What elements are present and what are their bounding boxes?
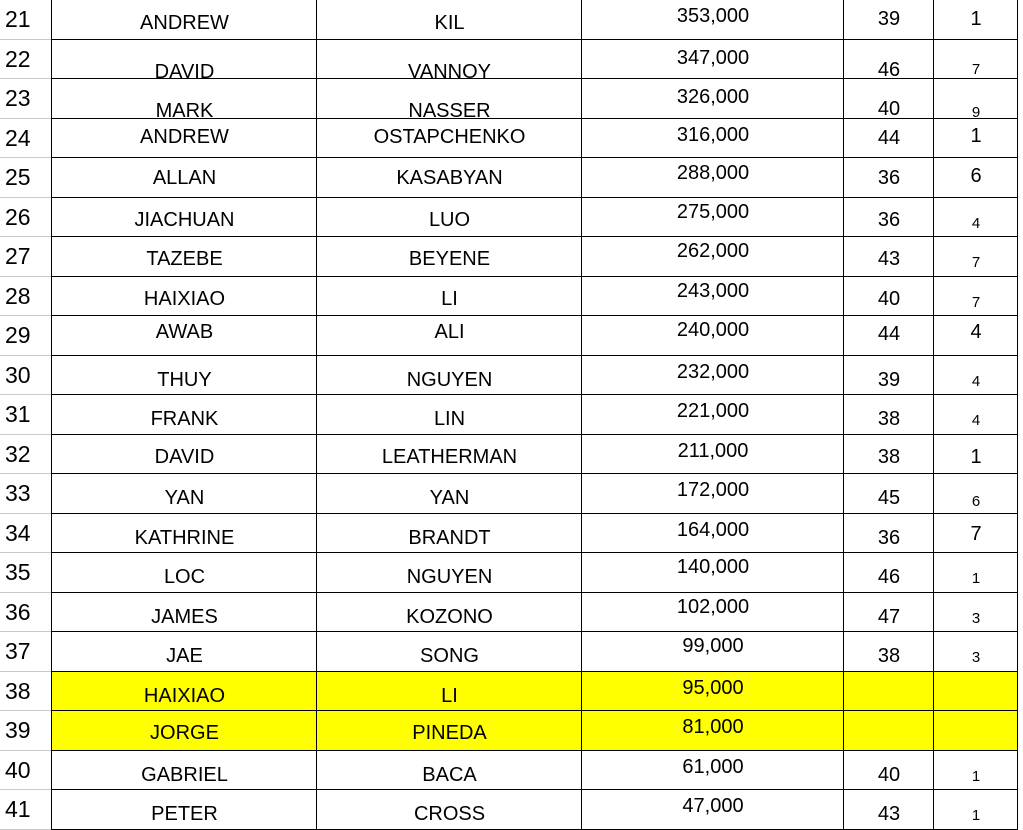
amount-text: 81,000 xyxy=(682,716,744,738)
row-number-cell[interactable] xyxy=(0,553,52,593)
last-name-cell[interactable] xyxy=(317,553,582,593)
age-cell[interactable] xyxy=(844,158,934,198)
group-text: 1 xyxy=(970,445,982,468)
table-row xyxy=(0,790,1023,830)
first-name-cell[interactable] xyxy=(52,395,317,435)
last-name-text: BEYENE xyxy=(408,248,491,270)
row-number-cell[interactable] xyxy=(0,277,52,317)
amount-cell[interactable] xyxy=(582,395,844,435)
amount-cell[interactable] xyxy=(582,79,844,119)
group-cell[interactable] xyxy=(934,514,1018,554)
last-name-cell[interactable] xyxy=(317,79,582,122)
age-cell[interactable] xyxy=(844,672,934,712)
age-cell[interactable] xyxy=(844,198,934,238)
amount-cell[interactable] xyxy=(582,435,844,475)
first-name-text: FRANK xyxy=(150,408,219,430)
group-cell[interactable] xyxy=(934,79,1018,119)
last-name-cell[interactable] xyxy=(317,435,582,475)
row-number-text: 30 xyxy=(5,361,31,388)
group-cell[interactable] xyxy=(934,277,1018,317)
table-row xyxy=(0,316,1023,356)
row-number-cell[interactable] xyxy=(0,632,52,672)
age-text: 44 xyxy=(877,126,901,149)
first-name-text: HAIXIAO xyxy=(143,684,226,707)
first-name-text: MARK xyxy=(155,100,214,122)
last-name-cell[interactable] xyxy=(317,593,582,633)
amount-text: 232,000 xyxy=(676,360,750,383)
age-cell[interactable] xyxy=(844,356,934,396)
first-name-text: AWAB xyxy=(155,321,214,343)
amount-text: 326,000 xyxy=(676,86,750,108)
row-number-cell[interactable] xyxy=(0,395,52,435)
row-number-text: 41 xyxy=(5,796,31,822)
last-name-text: OSTAPCHENKO xyxy=(373,125,526,148)
row-number-cell[interactable] xyxy=(0,316,52,356)
amount-text: 353,000 xyxy=(676,5,750,27)
last-name-text: LI xyxy=(441,287,458,310)
age-text: 40 xyxy=(877,98,901,120)
group-text: 3 xyxy=(971,649,981,666)
table-row xyxy=(0,751,1023,791)
amount-text: 316,000 xyxy=(676,123,750,146)
table-row xyxy=(0,672,1023,712)
group-cell[interactable] xyxy=(934,395,1018,435)
row-number-text: 29 xyxy=(5,322,31,348)
row-number-cell[interactable] xyxy=(0,474,52,514)
row-number-cell[interactable] xyxy=(0,790,52,830)
group-cell[interactable] xyxy=(934,119,1018,159)
first-name-cell[interactable] xyxy=(52,316,317,356)
amount-text: 102,000 xyxy=(676,595,750,618)
age-cell[interactable] xyxy=(844,593,934,633)
age-cell[interactable] xyxy=(844,237,934,277)
row-number-text: 24 xyxy=(5,124,31,151)
group-cell[interactable] xyxy=(934,672,1018,712)
column-gridline xyxy=(1017,0,1018,830)
last-name-text: BACA xyxy=(422,763,477,786)
amount-text: 221,000 xyxy=(676,400,750,422)
group-cell[interactable] xyxy=(934,711,1018,751)
first-name-cell[interactable] xyxy=(52,158,317,198)
column-gridline xyxy=(843,0,844,830)
last-name-text: CROSS xyxy=(413,803,486,825)
group-text: 7 xyxy=(971,60,981,78)
group-text: 9 xyxy=(971,104,981,121)
first-name-text: KATHRINE xyxy=(134,526,235,549)
row-number-text: 34 xyxy=(5,519,31,546)
first-name-text: DAVID xyxy=(154,445,215,468)
amount-text: 347,000 xyxy=(676,46,750,69)
row-number-cell[interactable] xyxy=(0,514,52,554)
last-name-text: NGUYEN xyxy=(406,566,493,588)
age-text: 46 xyxy=(877,58,901,81)
group-cell[interactable] xyxy=(934,751,1018,791)
first-name-cell[interactable] xyxy=(52,553,317,593)
amount-cell[interactable] xyxy=(582,158,844,198)
last-name-cell[interactable] xyxy=(317,198,582,238)
first-name-cell[interactable] xyxy=(52,356,317,396)
amount-text: 61,000 xyxy=(682,755,744,778)
age-cell[interactable] xyxy=(844,277,934,317)
column-gridline xyxy=(933,0,934,830)
age-text: 46 xyxy=(877,566,901,588)
first-name-text: HAIXIAO xyxy=(143,287,226,310)
first-name-cell[interactable] xyxy=(52,474,317,514)
row-number-text: 35 xyxy=(5,559,31,585)
age-cell[interactable] xyxy=(844,751,934,791)
group-text: 1 xyxy=(971,767,981,785)
last-name-cell[interactable] xyxy=(317,395,582,435)
row-number-text: 38 xyxy=(5,677,31,704)
row-number-text: 36 xyxy=(5,598,31,625)
age-text: 45 xyxy=(877,487,901,509)
row-number-text: 31 xyxy=(5,401,31,427)
row-number-text: 32 xyxy=(5,440,31,467)
group-cell[interactable] xyxy=(934,237,1018,277)
first-name-text: YAN xyxy=(164,487,205,509)
group-text: 4 xyxy=(971,412,981,429)
amount-text: 288,000 xyxy=(676,162,750,184)
amount-cell[interactable] xyxy=(582,593,844,633)
last-name-text: SONG xyxy=(420,645,479,667)
first-name-cell[interactable] xyxy=(52,514,317,554)
age-cell[interactable] xyxy=(844,474,934,514)
first-name-cell[interactable] xyxy=(52,198,317,238)
row-number-text: 23 xyxy=(5,85,31,111)
last-name-cell[interactable] xyxy=(317,0,582,40)
group-text: 7 xyxy=(971,254,981,271)
last-name-text: YAN xyxy=(429,487,470,509)
age-cell[interactable] xyxy=(844,395,934,435)
first-name-text: JAMES xyxy=(151,605,218,628)
amount-cell[interactable] xyxy=(582,711,844,751)
amount-text: 164,000 xyxy=(676,518,750,541)
row-number-cell[interactable] xyxy=(0,593,52,633)
last-name-text: LIN xyxy=(433,408,466,430)
first-name-cell[interactable] xyxy=(52,79,317,122)
first-name-cell[interactable] xyxy=(52,0,317,40)
first-name-text: DAVID xyxy=(154,60,215,83)
age-cell[interactable] xyxy=(844,0,934,40)
first-name-cell[interactable] xyxy=(52,672,317,712)
last-name-cell[interactable] xyxy=(317,790,582,830)
age-cell[interactable] xyxy=(844,553,934,593)
group-cell[interactable] xyxy=(934,790,1018,830)
row-number-text: 40 xyxy=(5,756,31,783)
row-number-text: 21 xyxy=(5,6,31,32)
group-text: 4 xyxy=(970,321,982,343)
first-name-text: LOC xyxy=(163,566,206,588)
group-text: 3 xyxy=(971,609,981,627)
age-cell[interactable] xyxy=(844,790,934,830)
row-number-cell[interactable] xyxy=(0,751,52,791)
table-row xyxy=(0,395,1023,435)
first-name-cell[interactable] xyxy=(52,119,317,159)
amount-cell[interactable] xyxy=(582,119,844,159)
last-name-text: LUO xyxy=(428,208,471,231)
amount-cell[interactable] xyxy=(582,553,844,593)
table-row xyxy=(0,514,1023,554)
age-text: 36 xyxy=(877,167,901,189)
age-text: 38 xyxy=(877,408,901,430)
amount-cell[interactable] xyxy=(582,198,844,238)
row-number-cell[interactable] xyxy=(0,40,52,80)
last-name-text: NGUYEN xyxy=(406,368,493,391)
table-row xyxy=(0,79,1023,122)
amount-cell[interactable] xyxy=(582,514,844,554)
table-row xyxy=(0,593,1023,633)
amount-text: 240,000 xyxy=(676,319,750,341)
group-text: 1 xyxy=(970,8,982,30)
first-name-cell[interactable] xyxy=(52,435,317,475)
row-number-text: 27 xyxy=(5,243,31,269)
table-row xyxy=(0,277,1023,317)
first-name-text: JAE xyxy=(166,645,203,667)
amount-text: 211,000 xyxy=(677,439,749,462)
group-cell[interactable] xyxy=(934,435,1018,475)
group-text: 6 xyxy=(970,165,982,187)
last-name-cell[interactable] xyxy=(317,474,582,514)
last-name-cell[interactable] xyxy=(317,237,582,277)
first-name-cell[interactable] xyxy=(52,593,317,633)
row-number-text: 22 xyxy=(5,45,31,72)
last-name-text: KOZONO xyxy=(406,605,493,628)
first-name-text: JIACHUAN xyxy=(134,208,235,231)
last-name-cell[interactable] xyxy=(317,158,582,198)
age-cell[interactable] xyxy=(844,632,934,672)
first-name-cell[interactable] xyxy=(52,237,317,277)
row-number-text: 39 xyxy=(5,717,31,743)
last-name-text: KASABYAN xyxy=(396,167,503,189)
amount-cell[interactable] xyxy=(582,751,844,791)
amount-cell[interactable] xyxy=(582,790,844,830)
column-gridline xyxy=(316,0,317,830)
first-name-cell[interactable] xyxy=(52,277,317,317)
amount-text: 95,000 xyxy=(682,676,744,699)
group-text: 7 xyxy=(971,293,981,311)
amount-text: 140,000 xyxy=(676,556,750,578)
last-name-cell[interactable] xyxy=(317,356,582,396)
table-row xyxy=(0,198,1023,238)
amount-cell[interactable] xyxy=(582,0,844,40)
last-name-text: ALI xyxy=(434,321,465,343)
last-name-text: PINEDA xyxy=(412,722,487,744)
row-number-text: 28 xyxy=(5,282,31,309)
amount-text: 99,000 xyxy=(682,635,744,657)
age-text: 39 xyxy=(877,368,901,391)
first-name-cell[interactable] xyxy=(52,790,317,830)
row-number-cell[interactable] xyxy=(0,672,52,712)
group-cell[interactable] xyxy=(934,593,1018,633)
age-text: 36 xyxy=(877,208,901,231)
row-number-text: 37 xyxy=(5,638,31,664)
last-name-cell[interactable] xyxy=(317,119,582,159)
table-row xyxy=(0,632,1023,672)
row-number-cell[interactable] xyxy=(0,198,52,238)
amount-text: 243,000 xyxy=(676,279,750,302)
last-name-text: NASSER xyxy=(408,100,491,122)
group-text: 4 xyxy=(971,372,981,390)
row-number-cell[interactable] xyxy=(0,79,52,119)
amount-cell[interactable] xyxy=(582,672,844,712)
table-row xyxy=(0,119,1023,159)
row-number-cell[interactable] xyxy=(0,237,52,277)
last-name-text: VANNOY xyxy=(408,60,491,83)
table-row xyxy=(0,237,1023,277)
first-name-cell[interactable] xyxy=(52,711,317,751)
age-text: 40 xyxy=(877,287,901,310)
group-cell[interactable] xyxy=(934,40,1018,80)
table-row xyxy=(0,0,1023,40)
group-text: 1 xyxy=(971,807,981,824)
amount-text: 172,000 xyxy=(676,479,750,501)
row-number-cell[interactable] xyxy=(0,711,52,751)
group-text: 7 xyxy=(970,522,982,545)
age-text: 36 xyxy=(877,526,901,549)
row-number-divider xyxy=(0,829,52,830)
group-cell[interactable] xyxy=(934,553,1018,593)
table-row xyxy=(0,553,1023,593)
age-text: 44 xyxy=(877,323,901,345)
column-gridline xyxy=(581,0,582,830)
age-text: 40 xyxy=(877,763,901,786)
first-name-text: ANDREW xyxy=(140,12,229,34)
first-name-text: ANDREW xyxy=(140,125,229,148)
last-name-text: LI xyxy=(441,684,458,707)
row-number-text: 25 xyxy=(5,164,31,190)
age-text: 38 xyxy=(877,445,901,468)
first-name-cell[interactable] xyxy=(52,40,317,83)
group-cell[interactable] xyxy=(934,158,1018,198)
last-name-cell[interactable] xyxy=(317,632,582,672)
row-gridline xyxy=(52,829,1018,830)
row-number-text: 33 xyxy=(5,480,31,506)
last-name-cell[interactable] xyxy=(317,672,582,712)
first-name-text: JORGE xyxy=(150,722,219,744)
table-row xyxy=(0,158,1023,198)
amount-cell[interactable] xyxy=(582,474,844,514)
age-cell[interactable] xyxy=(844,435,934,475)
last-name-text: BRANDT xyxy=(408,526,491,549)
last-name-cell[interactable] xyxy=(317,277,582,317)
amount-cell[interactable] xyxy=(582,40,844,80)
age-cell[interactable] xyxy=(844,514,934,554)
row-number-cell[interactable] xyxy=(0,119,52,159)
last-name-text: KIL xyxy=(434,12,465,34)
age-text: 43 xyxy=(877,803,901,825)
last-name-cell[interactable] xyxy=(317,514,582,554)
last-name-cell[interactable] xyxy=(317,40,582,83)
age-cell[interactable] xyxy=(844,711,934,751)
age-text: 47 xyxy=(877,605,901,628)
last-name-cell[interactable] xyxy=(317,316,582,356)
first-name-text: ALLAN xyxy=(152,167,217,189)
amount-text: 47,000 xyxy=(682,795,744,817)
age-cell[interactable] xyxy=(844,79,934,119)
age-text: 38 xyxy=(877,645,901,667)
table-row xyxy=(0,435,1023,475)
age-cell[interactable] xyxy=(844,119,934,159)
amount-text: 262,000 xyxy=(676,240,750,262)
amount-cell[interactable] xyxy=(582,632,844,672)
amount-cell[interactable] xyxy=(582,277,844,317)
group-cell[interactable] xyxy=(934,632,1018,672)
group-text: 1 xyxy=(970,124,982,147)
first-name-cell[interactable] xyxy=(52,751,317,791)
row-number-cell[interactable] xyxy=(0,158,52,198)
group-text: 4 xyxy=(971,214,981,232)
group-text: 6 xyxy=(971,493,981,510)
table-row xyxy=(0,40,1023,83)
first-name-text: GABRIEL xyxy=(141,763,228,786)
first-name-text: TAZEBE xyxy=(146,248,223,270)
amount-text: 275,000 xyxy=(676,200,750,223)
age-cell[interactable] xyxy=(844,316,934,356)
group-cell[interactable] xyxy=(934,0,1018,40)
last-name-cell[interactable] xyxy=(317,751,582,791)
table-row xyxy=(0,474,1023,514)
first-name-text: THUY xyxy=(157,368,212,391)
row-number-cell[interactable] xyxy=(0,356,52,396)
amount-cell[interactable] xyxy=(582,237,844,277)
row-number-cell[interactable] xyxy=(0,0,52,40)
group-cell[interactable] xyxy=(934,316,1018,356)
group-cell[interactable] xyxy=(934,198,1018,238)
age-text: 43 xyxy=(877,248,901,270)
last-name-cell[interactable] xyxy=(317,711,582,751)
amount-cell[interactable] xyxy=(582,356,844,396)
group-cell[interactable] xyxy=(934,474,1018,514)
first-name-cell[interactable] xyxy=(52,632,317,672)
age-text: 39 xyxy=(877,8,901,30)
last-name-text: LEATHERMAN xyxy=(381,445,518,468)
column-gridline xyxy=(51,0,52,830)
row-number-cell[interactable] xyxy=(0,435,52,475)
table-row xyxy=(0,711,1023,751)
table-row xyxy=(0,356,1023,396)
group-text: 1 xyxy=(971,570,981,587)
first-name-text: PETER xyxy=(151,803,218,825)
group-cell[interactable] xyxy=(934,356,1018,396)
row-number-text: 26 xyxy=(5,203,31,230)
age-cell[interactable] xyxy=(844,40,934,80)
amount-cell[interactable] xyxy=(582,316,844,356)
